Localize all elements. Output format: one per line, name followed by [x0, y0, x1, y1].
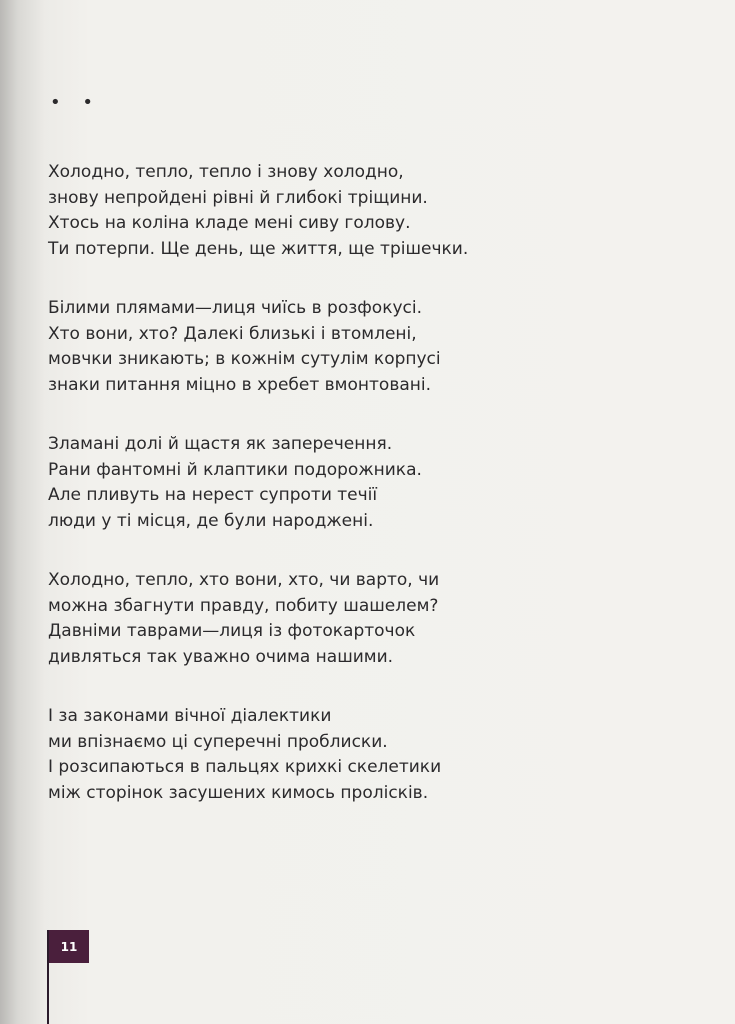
poem-line: Холодно, тепло, тепло і знову холодно,	[48, 162, 404, 182]
section-ornament: • •	[50, 92, 101, 113]
poem	[48, 160, 688, 840]
page-number: 11	[49, 930, 89, 963]
poem-line: Хто вони, хто? Далекі близькі і втомлені,	[48, 323, 417, 344]
poem-line: ми впізнаємо ці суперечні проблиски.	[48, 731, 388, 752]
poem-line: знову непройдені рівні й глибокі тріщини.	[48, 187, 428, 208]
poem-line: люди у ті місця, де були народжені.	[48, 510, 374, 531]
poem-line: можна збагнути правду, побиту шашелем?	[48, 595, 439, 616]
poem-line: між сторінок засушених кимось пролісків.	[48, 782, 429, 803]
poem-line: І за законами вічної діалектики	[48, 706, 332, 726]
poem-line: Хтось на коліна кладе мені сиву голову.	[48, 213, 411, 233]
stanza	[48, 568, 688, 670]
poem-line: мовчки зникають; в кожнім сутулім корпусі	[48, 349, 441, 369]
poem-line: Але пливуть на нерест супроти течії	[48, 485, 378, 505]
poem-line: Давніми таврами—лиця із фотокарточок	[48, 621, 416, 641]
poem-line: Рани фантомні й клаптики подорожника.	[48, 459, 422, 480]
poem-line: Зламані долі й щастя як заперечення.	[48, 434, 393, 454]
stanza	[48, 704, 688, 806]
poem-line: Білими плямами—лиця чиїсь в розфокусі.	[48, 298, 422, 318]
poem-line: Холодно, тепло, хто вони, хто, чи варто, чи	[48, 570, 440, 590]
poem-line: Ти потерпи. Ще день, ще життя, ще трішечки.	[48, 238, 469, 259]
poem-line: І розсипаються в пальцях крихкі скелетики	[48, 757, 442, 777]
stanza	[48, 160, 688, 262]
poem-line: знаки питання міцно в хребет вмонтовані.	[48, 374, 431, 395]
stanza	[48, 432, 688, 534]
stanza	[48, 296, 688, 398]
poem-line: дивляться так уважно очима нашими.	[48, 646, 394, 667]
